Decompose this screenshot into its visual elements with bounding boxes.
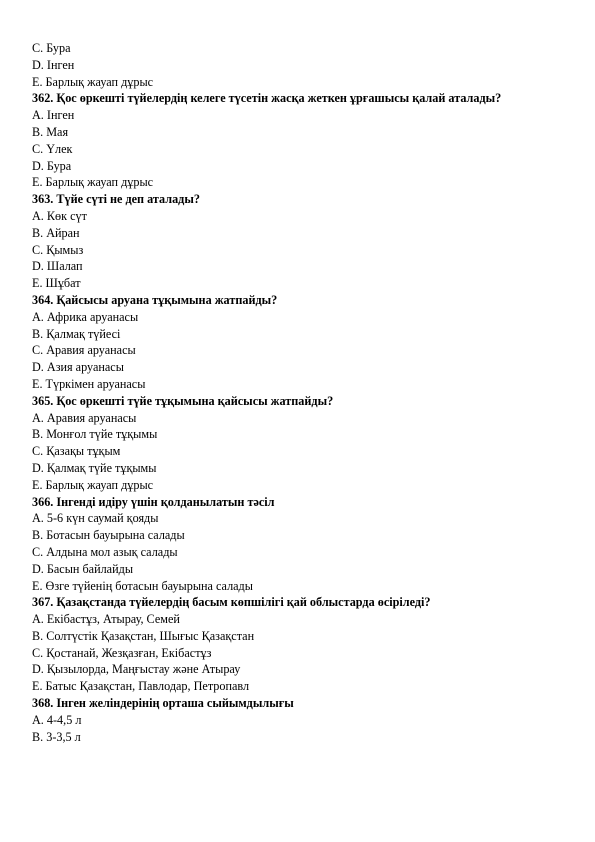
answer-option: A. Інген xyxy=(32,108,75,123)
answer-option: D. Інген xyxy=(32,57,75,72)
answer-option: E. Барлық жауап дұрыс xyxy=(32,74,154,89)
answer-option: D. Бура xyxy=(32,158,72,173)
question-text: 367. Қазақстанда түйелердің басым көпшілігі қай облыстарда өсіріледі? xyxy=(32,595,431,610)
answer-option: C. Қымыз xyxy=(32,242,84,257)
answer-option: C. Үлек xyxy=(32,141,73,156)
answer-option: E. Шұбат xyxy=(32,276,81,291)
answer-option: B. Солтүстік Қазақстан, Шығыс Қазақстан xyxy=(32,628,255,643)
question-text: 366. Інгенді идіру үшін қолданылатын тәсіл xyxy=(32,494,275,509)
answer-option: B. Ботасын бауырына салады xyxy=(32,528,185,543)
answer-option: B. Айран xyxy=(32,225,80,240)
answer-option: E. Батыс Қазақстан, Павлодар, Петропавл xyxy=(32,679,250,694)
answer-option: A. Екібастұз, Атырау, Семей xyxy=(32,612,180,627)
answer-option: C. Бура xyxy=(32,41,71,55)
answer-option: B. Монғол түйе тұқымы xyxy=(32,427,158,442)
answer-option: B. Мая xyxy=(32,124,69,139)
answer-option: B. Қалмақ түйесі xyxy=(32,326,121,341)
answer-option: D. Қалмақ түйе тұқымы xyxy=(32,460,157,475)
document-page xyxy=(32,40,572,745)
question-text: 363. Түйе сүті не деп аталады? xyxy=(32,192,200,207)
answer-option: D. Қызылорда, Маңғыстау және Атырау xyxy=(32,662,241,677)
answer-option: E. Өзге түйенің ботасын бауырына салады xyxy=(32,578,253,593)
answer-option: A. Африка аруанасы xyxy=(32,309,139,324)
answer-option: E. Түркімен аруанасы xyxy=(32,376,146,391)
answer-option: D. Шалап xyxy=(32,259,83,274)
answer-option: C. Қазақы тұқым xyxy=(32,444,121,459)
answer-option: E. Барлық жауап дұрыс xyxy=(32,175,154,190)
answer-option: A. Көк сүт xyxy=(32,208,87,223)
question-text: 368. Інген желіндерінің орташа сыйымдылығы xyxy=(32,696,294,711)
question-text: 365. Қос өркешті түйе тұқымына қайсысы жатпайды? xyxy=(32,393,334,408)
question-text: 362. Қос өркешті түйелердің келеге түсетін жасқа жеткен ұрғашысы қалай аталады? xyxy=(32,91,502,106)
answer-option: C. Алдына мол азық салады xyxy=(32,544,178,559)
answer-option: D. Азия аруанасы xyxy=(32,360,124,375)
answer-option: E. Барлық жауап дұрыс xyxy=(32,477,154,492)
answer-option: B. 3-3,5 л xyxy=(32,729,81,744)
answer-option: C. Аравия аруанасы xyxy=(32,343,136,358)
question-text: 364. Қайсысы аруана тұқымына жатпайды? xyxy=(32,292,278,307)
answer-option: A. 5-6 күн саумай қояды xyxy=(32,511,159,526)
answer-option: A. 4-4,5 л xyxy=(32,712,82,727)
answer-option: C. Қостанай, Жезқазған, Екібастұз xyxy=(32,645,212,660)
answer-option: A. Аравия аруанасы xyxy=(32,410,137,425)
answer-option: D. Басын байлайды xyxy=(32,561,134,576)
